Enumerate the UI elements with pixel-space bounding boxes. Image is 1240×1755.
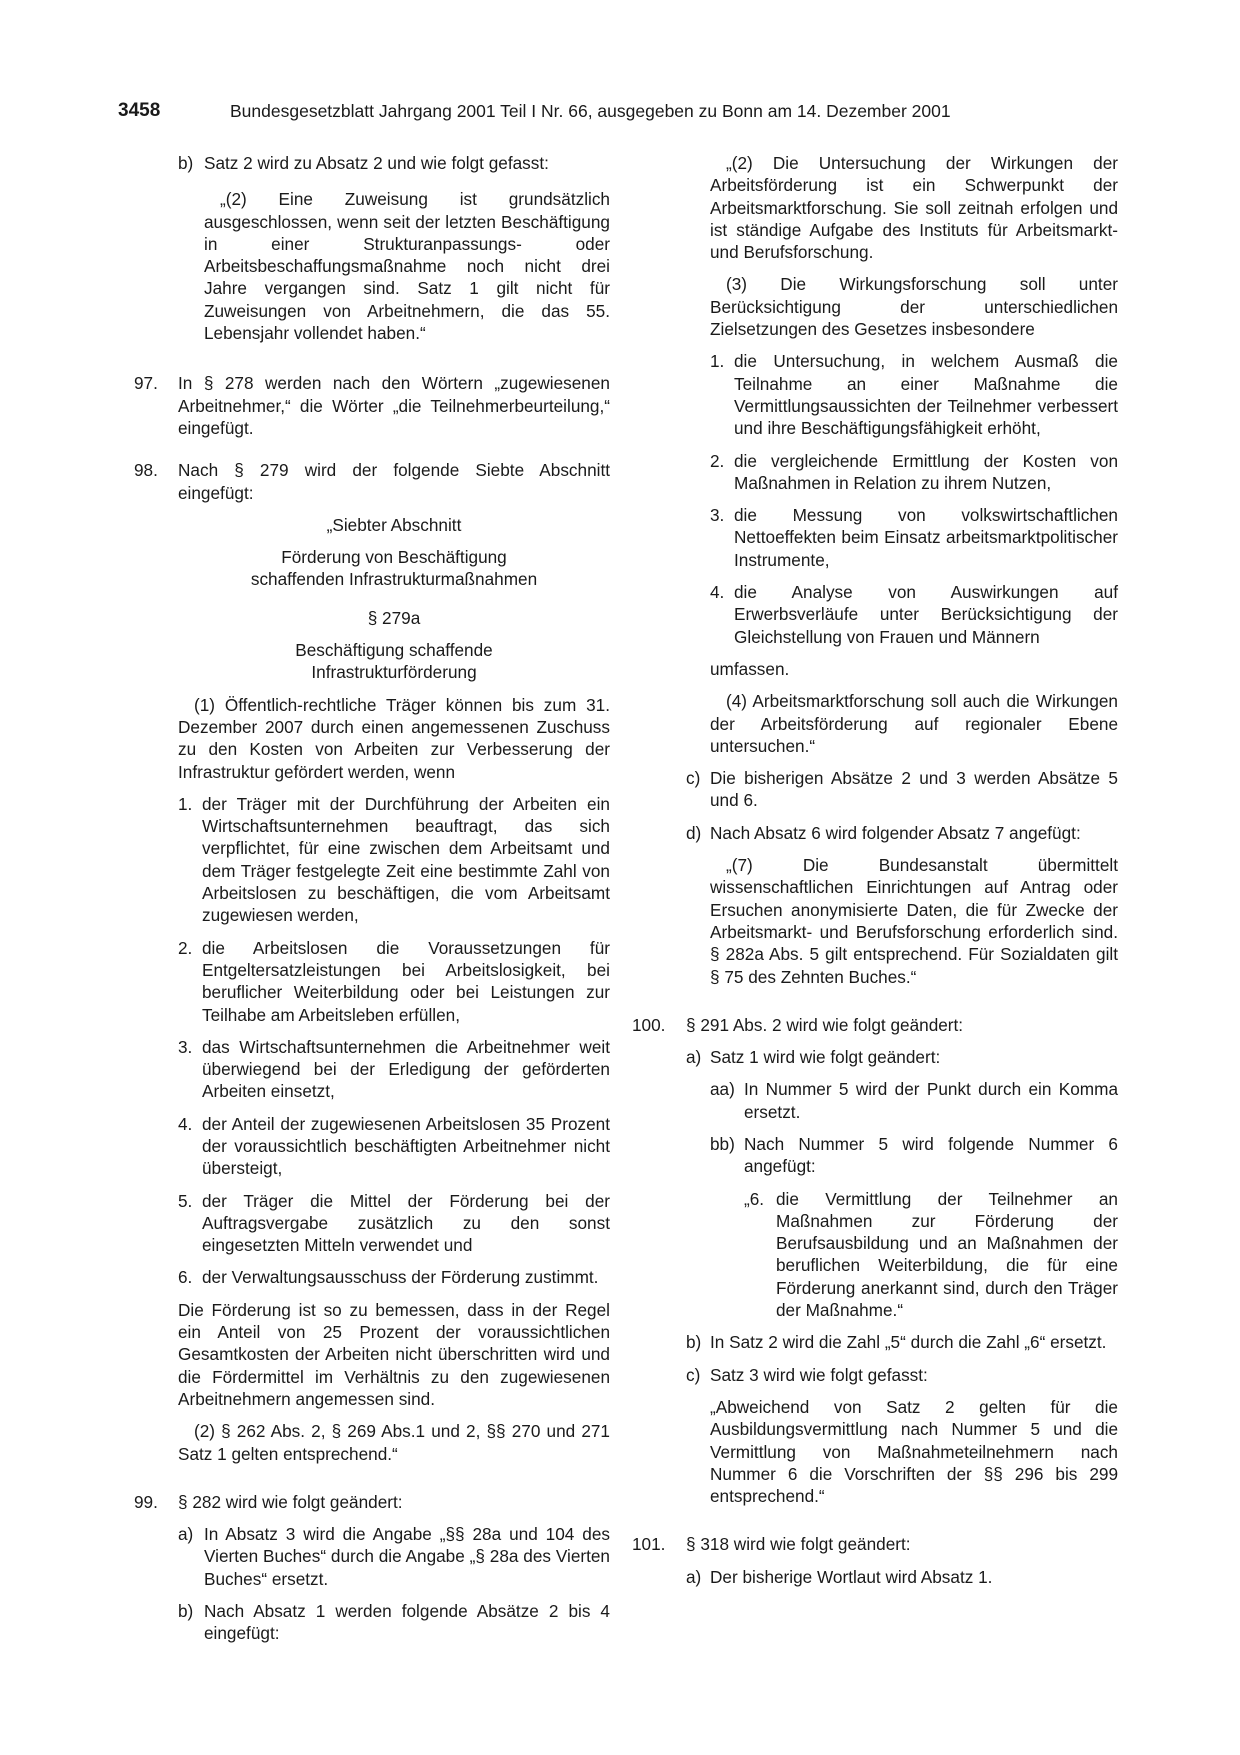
item-text: die Vermittlung der Teilnehmer an Maßnahmen zur Förderung der Berufsausbildung und an Maßnahmen der beruflichen Weiterbildung, die für eine Förderung anerkannt sind, durch den Träger der Maßnahme.“ bbox=[776, 1188, 1118, 1321]
item-number: 101. bbox=[632, 1534, 666, 1555]
item-100 bbox=[632, 1014, 1118, 1036]
item-number: 97. bbox=[134, 373, 158, 394]
item-label: b) bbox=[178, 153, 194, 173]
umfassen-text: umfassen. bbox=[710, 658, 790, 679]
section-title: „Siebter Abschnitt bbox=[326, 514, 462, 535]
quote-absatz-3: (3) Die Wirkungsforschung soll unter Berücksichtigung der unterschiedlichen Zielsetzungen des Gesetzes insbesondere bbox=[710, 274, 1118, 340]
item-99-b bbox=[178, 1600, 610, 1645]
right-column bbox=[632, 152, 1118, 1588]
item-text: § 291 Abs. 2 wird wie folgt geändert: bbox=[686, 1014, 964, 1035]
item-text: Satz 2 wird zu Absatz 2 und wie folgt gefasst: bbox=[204, 153, 549, 173]
item-number: 98. bbox=[134, 460, 158, 481]
item-number: 99. bbox=[134, 1491, 158, 1512]
list-item bbox=[710, 450, 1118, 495]
item-101 bbox=[632, 1533, 1118, 1555]
item-text: die Arbeitslosen die Voraussetzungen für Entgeltersatzleistungen bei Arbeitslosigkeit, bei beruflicher Weiterbildung oder bei Leistungen zur Teilhabe am Arbeitsleben erfüllen, bbox=[202, 937, 610, 1025]
absatz-1: (1) Öffentlich-rechtliche Träger können bis zum 31. Dezember 2007 durch einen angemessenen Zuschuss zu den Kosten von Arbeiten zur Verbesserung der Infrastruktur gefördert werden, wenn bbox=[178, 694, 610, 782]
item-number: 1. bbox=[178, 793, 193, 814]
list-item bbox=[710, 350, 1118, 439]
item-97 bbox=[134, 372, 610, 439]
list-item bbox=[178, 1113, 610, 1180]
item-label: a) bbox=[686, 1566, 702, 1587]
item-text: Nach Absatz 1 werden folgende Absätze 2 bis 4 eingefügt: bbox=[204, 1601, 610, 1644]
paragraph-title-2: Infrastrukturförderung bbox=[311, 662, 477, 683]
item-number: 4. bbox=[710, 582, 725, 603]
item-100-a bbox=[686, 1046, 1118, 1068]
section-subtitle-1: Förderung von Beschäftigung bbox=[281, 547, 507, 568]
list-item bbox=[178, 1190, 610, 1257]
item-number: 100. bbox=[632, 1014, 666, 1035]
item-c bbox=[686, 767, 1118, 812]
list-item bbox=[178, 793, 610, 927]
list-item bbox=[178, 1036, 610, 1103]
item-text: die Analyse von Auswirkungen auf Erwerbsverläufe unter Berücksichtigung der Gleichstellung von Frauen und Männern bbox=[734, 582, 1118, 647]
closing-paragraph: Die Förderung ist so zu bemessen, dass in der Regel ein Anteil von 25 Prozent der voraussichtlichen Gesamtkosten der Arbeiten nicht überschritten wird und die Fördermittel im Verhältnis zu den zugewiesenen Arbeitnehmern angemessen sind. bbox=[178, 1299, 610, 1409]
item-text: Satz 3 wird wie folgt gefasst: bbox=[710, 1364, 928, 1385]
section-subtitle-2: schaffenden Infrastrukturmaßnahmen bbox=[250, 569, 538, 590]
item-text: In Satz 2 wird die Zahl „5“ durch die Zahl „6“ ersetzt. bbox=[710, 1332, 1107, 1353]
quote-satz-3: „Abweichend von Satz 2 gelten für die Ausbildungsvermittlung nach Nummer 5 und die Vermittlung von Maßnahmeteilnehmern nach Nummer 6 die Vorschriften der §§ 296 bis 299 entsprechend.“ bbox=[710, 1396, 1118, 1507]
item-text: In Nummer 5 wird der Punkt durch ein Komma ersetzt. bbox=[744, 1079, 1118, 1122]
item-98 bbox=[134, 459, 610, 504]
item-text: Nach Absatz 6 wird folgender Absatz 7 angefügt: bbox=[710, 822, 1081, 843]
item-bb bbox=[710, 1133, 1118, 1178]
item-101-a bbox=[686, 1566, 1118, 1588]
item-text: § 318 wird wie folgt geändert: bbox=[686, 1534, 911, 1555]
item-text: der Verwaltungsausschuss der Förderung zustimmt. bbox=[202, 1267, 599, 1288]
item-100-c bbox=[686, 1364, 1118, 1386]
list-item bbox=[178, 1266, 610, 1288]
item-text: die Untersuchung, in welchem Ausmaß die Teilnahme an einer Maßnahme die Vermittlungsaussichten der Teilnehmer verbessert und ihre Beschäftigungsfähigkeit erhöht, bbox=[734, 351, 1118, 439]
item-text: In § 278 werden nach den Wörtern „zugewiesenen Arbeitnehmer,“ die Wörter „die Teilnehmerbeurteilung,“ eingefügt. bbox=[178, 373, 610, 438]
item-text: die vergleichende Ermittlung der Kosten von Maßnahmen in Relation zu ihrem Nutzen, bbox=[734, 450, 1118, 493]
item-number: 2. bbox=[710, 450, 725, 471]
item-text: In Absatz 3 wird die Angabe „§§ 28a und 104 des Vierten Buches“ durch die Angabe „§ 28a des Vierten Buches“ ersetzt. bbox=[204, 1524, 610, 1589]
item-number: 3. bbox=[178, 1036, 193, 1057]
item-label: d) bbox=[686, 822, 702, 843]
item-text: Die bisherigen Absätze 2 und 3 werden Absätze 5 und 6. bbox=[710, 768, 1118, 811]
item-aa bbox=[710, 1078, 1118, 1123]
item-label: bb) bbox=[710, 1133, 735, 1154]
item-number: 3. bbox=[710, 505, 725, 526]
paragraph-title-1: Beschäftigung schaffende bbox=[295, 640, 493, 661]
quote-absatz-4: (4) Arbeitsmarktforschung soll auch die Wirkungen der Arbeitsförderung auf regionaler Ebene untersuchen.“ bbox=[710, 691, 1118, 756]
item-number: 6. bbox=[178, 1267, 193, 1288]
list-item bbox=[710, 504, 1118, 571]
item-label: c) bbox=[686, 768, 701, 789]
item-number: 2. bbox=[178, 937, 193, 958]
left-column bbox=[134, 152, 610, 1645]
item-b-satz2 bbox=[178, 152, 610, 174]
quote-absatz-2: „(2) Eine Zuweisung ist grundsätzlich ausgeschlossen, wenn seit der letzten Beschäftigung in einer Strukturanpassungs- oder Arbeitsbeschaffungsmaßnahme noch nicht drei Jahre vergangen sind. Satz 1 gilt nicht für Zuweisungen von Arbeitnehmern, die das 55. Lebensjahr vollendet haben.“ bbox=[204, 189, 610, 344]
item-label: c) bbox=[686, 1364, 701, 1385]
quote-absatz-2-wirkungen: „(2) Die Untersuchung der Wirkungen der Arbeitsförderung ist ein Schwerpunkt der Arbeitsmarktforschung. Sie soll zeitnah erfolgen und ist ständige Aufgabe des Instituts für Arbeitsmarkt- und Berufsforschung. bbox=[710, 153, 1118, 263]
item-label: a) bbox=[686, 1047, 702, 1068]
item-label: b) bbox=[178, 1601, 194, 1622]
page-number: 3458 bbox=[118, 100, 161, 121]
item-d bbox=[686, 822, 1118, 844]
item-text: das Wirtschaftsunternehmen die Arbeitnehmer weit überwiegend bei der Erledigung der geförderten Arbeiten einsetzt, bbox=[202, 1036, 610, 1102]
item-label: aa) bbox=[710, 1079, 735, 1100]
item-nummer-6 bbox=[744, 1188, 1118, 1322]
paragraph-number: § 279a bbox=[367, 607, 421, 628]
item-label: a) bbox=[178, 1524, 194, 1545]
list-item bbox=[178, 937, 610, 1026]
item-100-b bbox=[686, 1331, 1118, 1353]
running-head: Bundesgesetzblatt Jahrgang 2001 Teil I Nr. 66, ausgegeben zu Bonn am 14. Dezember 2001 bbox=[230, 101, 951, 121]
item-number: „6. bbox=[744, 1188, 765, 1209]
item-label: b) bbox=[686, 1332, 702, 1353]
item-text: Nach Nummer 5 wird folgende Nummer 6 angefügt: bbox=[744, 1133, 1118, 1177]
item-number: 1. bbox=[710, 351, 725, 372]
item-text: Satz 1 wird wie folgt geändert: bbox=[710, 1047, 941, 1068]
item-text: § 282 wird wie folgt geändert: bbox=[178, 1491, 403, 1512]
item-text: die Messung von volkswirtschaftlichen Nettoeffekten beim Einsatz arbeitsmarktpolitischer Instrumente, bbox=[734, 505, 1118, 570]
item-99-a bbox=[178, 1523, 610, 1590]
item-text: der Träger mit der Durchführung der Arbeiten ein Wirtschaftsunternehmen beauftragt, das sich verpflichtet, für eine zwischen dem Arbeitsamt und dem Träger festgelegte Zeit eine bestimmte Zahl von Arbeitslosen zu beschäftigen, die vom Arbeitsamt zugewiesen werden, bbox=[202, 793, 610, 926]
item-text: Nach § 279 wird der folgende Siebte Abschnitt eingefügt: bbox=[178, 460, 610, 503]
item-text: Der bisherige Wortlaut wird Absatz 1. bbox=[710, 1566, 993, 1587]
list-item bbox=[710, 581, 1118, 648]
quote-absatz-7: „(7) Die Bundesanstalt übermittelt wissenschaftlichen Einrichtungen auf Antrag oder Ersuchen anonymisierte Daten, die für Zwecke der Arbeitsmarkt- und Berufsforschung erforderlich sind. § 282a Abs. 5 gilt entsprechend. Für Sozialdaten gilt § 75 des Zehnten Buches.“ bbox=[710, 855, 1118, 987]
item-number: 5. bbox=[178, 1190, 193, 1211]
item-number: 4. bbox=[178, 1113, 193, 1134]
item-text: der Träger die Mittel der Förderung bei der Auftragsvergabe zusätzlich zu den sonst eingesetzten Mitteln verwendet und bbox=[202, 1190, 610, 1256]
item-text: der Anteil der zugewiesenen Arbeitslosen 35 Prozent der voraussichtlich beschäftigten Arbeitnehmer nicht übersteigt, bbox=[202, 1113, 610, 1179]
absatz-2: (2) § 262 Abs. 2, § 269 Abs.1 und 2, §§ 270 und 271 Satz 1 gelten entsprechend.“ bbox=[178, 1421, 610, 1464]
item-99 bbox=[134, 1491, 610, 1513]
